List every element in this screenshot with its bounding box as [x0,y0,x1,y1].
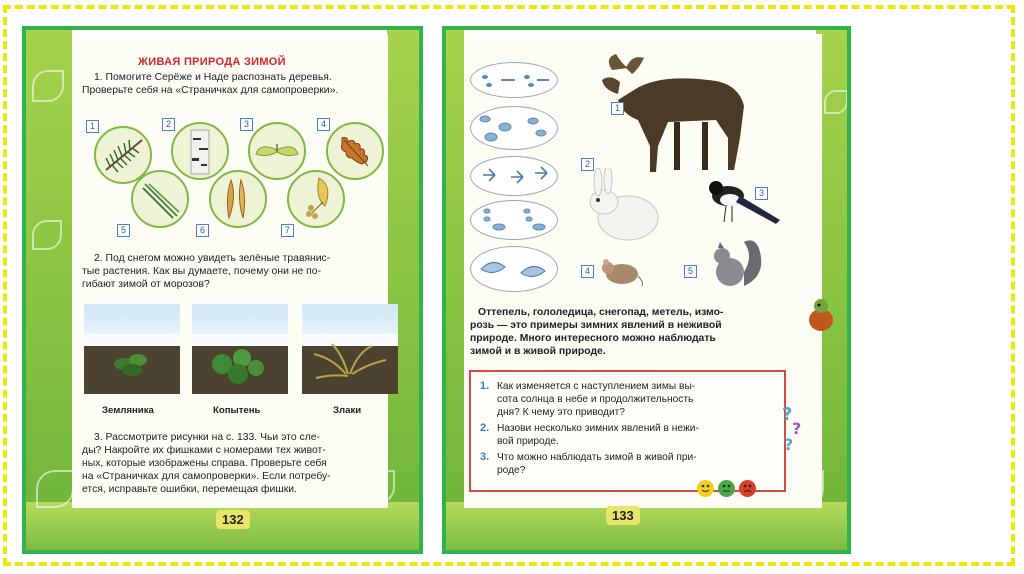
task3-line: ды? Накройте их фишками с номерами тех живот- [82,445,326,456]
page-number: 133 [606,506,640,525]
task3-line: ных, которые изображены справа. Проверьте себя [82,458,327,469]
ash-seed-icon [211,172,265,226]
track-oval-3 [470,156,558,196]
tracks-icon [471,201,557,239]
leaf-decoration [32,220,62,250]
task1-line: 1. Помогите Серёже и Наде распознать деревья. [94,72,332,83]
plant-scene-asarum [192,304,288,394]
animal-number-box: 4 [581,265,594,278]
tracks-icon [471,63,557,97]
track-oval-1 [470,62,558,98]
question-number: 3. [480,451,490,463]
tree-number-box: 5 [117,224,130,237]
paragraph-line: розь — это примеры зимних явлений в неживой [470,320,722,331]
turtle-mascot-icon [806,296,836,336]
tracks-icon [471,247,557,291]
animal-number-box: 1 [611,102,624,115]
task1-line: Проверьте себя на «Страничках для самопроверки». [82,85,339,96]
question-number: 1. [480,380,490,392]
paragraph-line: Оттепель, гололедица, снегопад, метель, измо- [478,307,724,318]
question-text: сота солнца в небе и продолжительность [497,394,694,405]
oak-leaf-icon [328,124,382,178]
tracks-icon [471,107,557,149]
bottom-green-band [446,502,847,550]
tree-number-box: 6 [196,224,209,237]
mouse-image [598,252,646,288]
tree-number-box: 4 [317,118,330,131]
question-text: Что можно наблюдать зимой в живой при- [497,452,697,463]
plant-scene-grasses [302,304,398,394]
paragraph-line: природе. Много интересного можно наблюдать [470,333,716,344]
tree-image-linden [287,170,345,228]
question-text: Как изменяется с наступлением зимы вы- [497,381,696,392]
strawberry-plant-icon [84,334,180,394]
linden-seed-icon [289,172,343,226]
task2-line: гибают зимой от морозов? [82,279,210,290]
animal-number-box: 5 [684,265,697,278]
leaf-decoration [36,470,74,508]
svg-text:?: ? [784,435,794,454]
tree-image-ash-seed [209,170,267,228]
task3-line: 3. Рассмотрите рисунки на с. 133. Чьи это сле- [94,432,320,443]
tree-number-box: 1 [86,120,99,133]
maple-seed-icon [250,124,304,178]
plant-label: Злаки [333,405,362,416]
tree-image-pine [131,170,189,228]
tree-number-box: 3 [240,118,253,131]
question-number: 2. [480,422,490,434]
leaf-decoration [824,90,848,114]
track-oval-5 [470,246,558,292]
task2-line: тые растения. Как вы думаете, почему они не по- [82,266,322,277]
squirrel-image [704,232,768,292]
grass-plant-icon [302,334,398,394]
task2-line: 2. Под снегом можно увидеть зелёные травянис- [94,253,331,264]
task3-line: ется, исправьте ошибки, перемещая фишки. [82,484,297,495]
question-text: Назови несколько зимних явлений в нежи- [497,423,699,434]
track-oval-2 [470,106,558,150]
svg-text:?: ? [782,404,793,425]
question-text: дня? К чему это приводит? [497,407,625,418]
question-text: роде? [497,465,526,476]
question-marks-icon [780,402,808,454]
question-text: вой природе. [497,436,559,447]
magpie-image [706,176,782,230]
sad-face-icon [739,480,756,497]
svg-text:?: ? [792,419,802,438]
paragraph-line: зимой и в живой природе. [470,346,606,357]
task3-line: на «Страничках для самопроверки». Если потребу- [82,471,331,482]
tracks-icon [471,157,557,195]
neutral-face-icon [718,480,735,497]
happy-face-icon [697,480,714,497]
left-margin-green [446,30,464,550]
animal-number-box: 3 [755,187,768,200]
animal-number-box: 2 [581,158,594,171]
tree-number-box: 7 [281,224,294,237]
pine-needles-icon [133,172,187,226]
birch-bark-icon [173,124,227,178]
hare-image [584,168,664,244]
asarum-plant-icon [192,334,288,394]
plant-label: Земляника [102,405,154,416]
plant-scene-strawberry [84,304,180,394]
leaf-decoration [32,70,64,102]
page-title: ЖИВАЯ ПРИРОДА ЗИМОЙ [138,56,286,68]
tree-number-box: 2 [162,118,175,131]
plant-label: Копытень [213,405,261,416]
track-oval-4 [470,200,558,240]
page-number: 132 [216,510,250,529]
